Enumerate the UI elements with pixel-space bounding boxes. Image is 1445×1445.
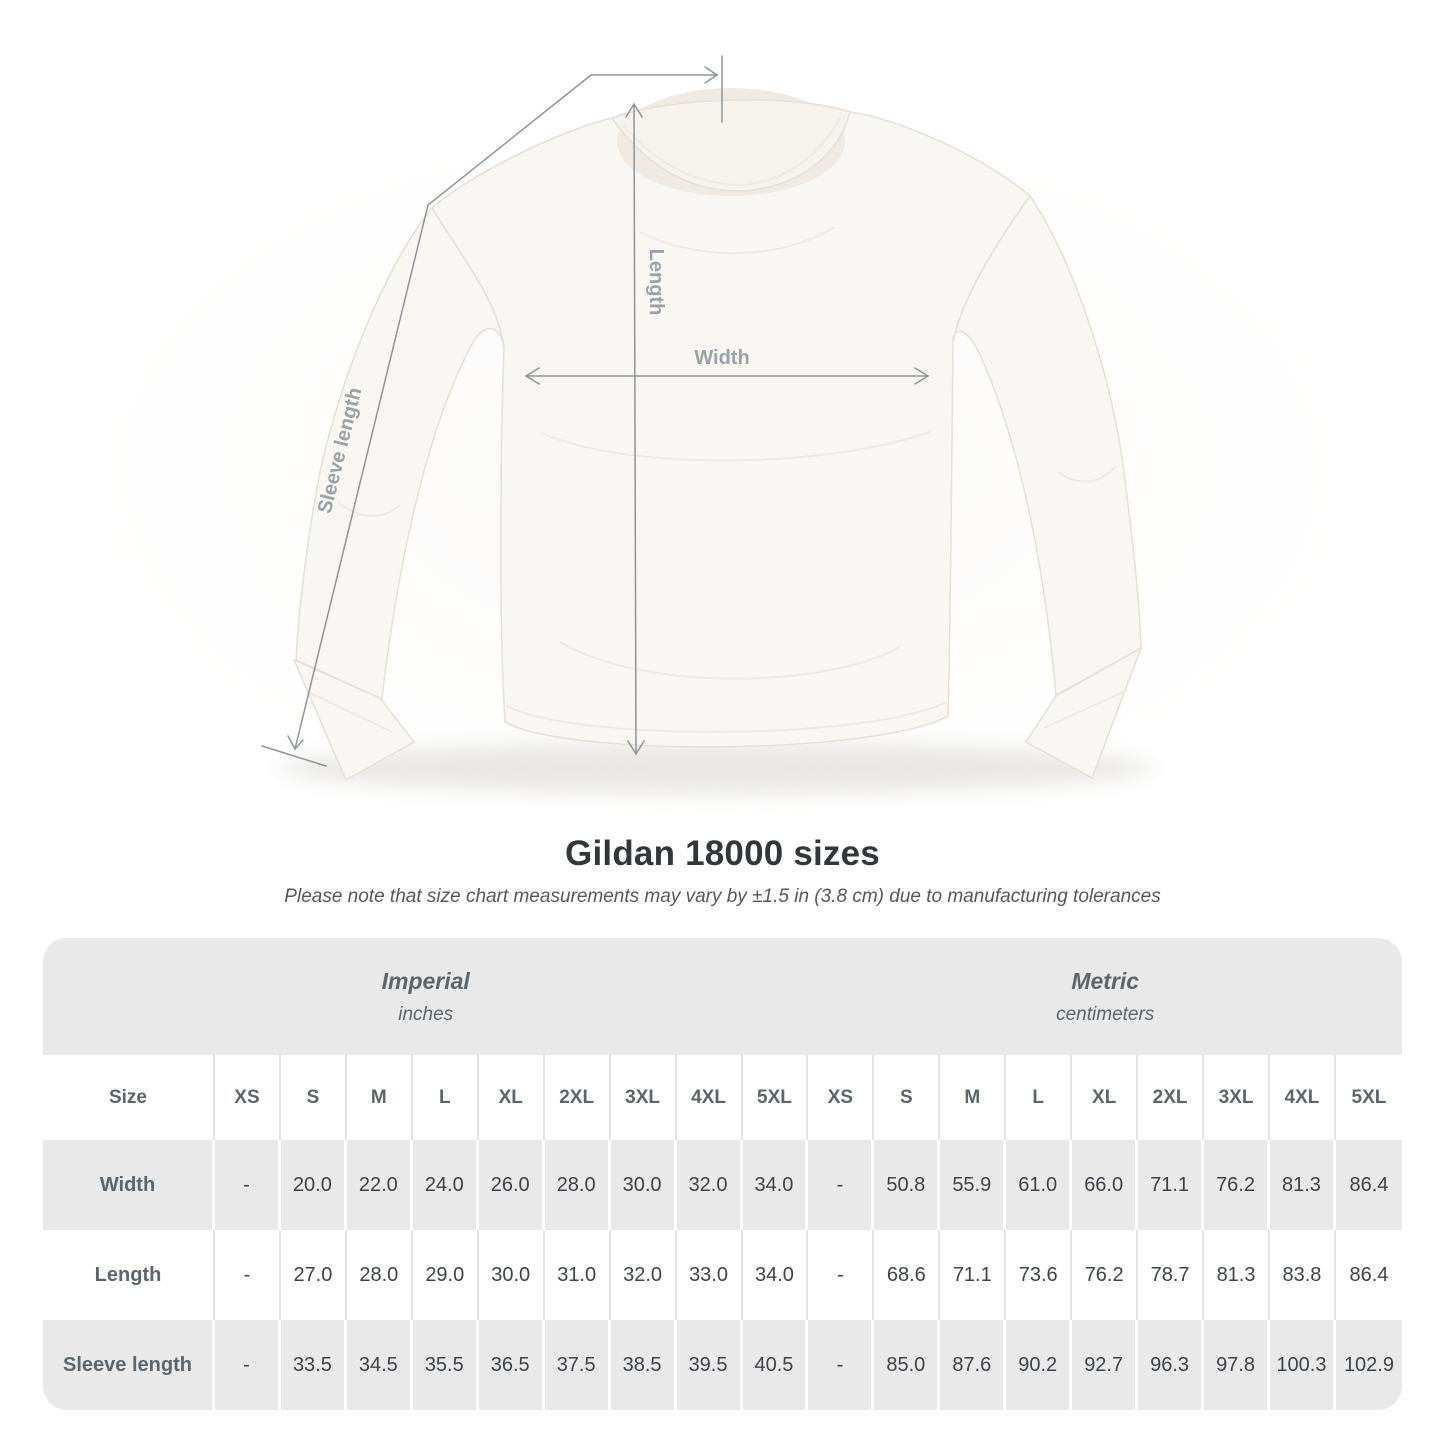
value-cell: 26.0 [479,1140,545,1230]
unit-group-row [43,938,1402,1055]
width-label: Width [694,347,750,369]
length-label: Length [645,248,667,316]
value-cell: 83.8 [1270,1230,1336,1320]
size-header-cell: M [940,1055,1006,1140]
value-cell: 68.6 [874,1230,940,1320]
value-cell: 73.6 [1006,1230,1072,1320]
value-cell: 38.5 [611,1320,677,1410]
size-header-cell: XS [808,1055,874,1140]
table-head [43,938,1402,1140]
value-cell: 30.0 [611,1140,677,1230]
size-header-cell: 4XL [1270,1055,1336,1140]
tolerance-note: Please note that size chart measurements may vary by ±1.5 in (3.8 cm) due to manufacturing tolerances [284,886,1161,907]
value-cell: - [215,1320,281,1410]
value-cell: 35.5 [413,1320,479,1410]
size-header-cell: L [1006,1055,1072,1140]
unit-group-unit: centimeters [1056,1003,1155,1025]
unit-group-unit: inches [398,1003,454,1025]
size-header-cell: S [874,1055,940,1140]
value-cell: 61.0 [1006,1140,1072,1230]
value-cell: - [808,1320,874,1410]
value-cell: 32.0 [677,1140,743,1230]
value-cell: 66.0 [1072,1140,1138,1230]
value-cell: 76.2 [1072,1230,1138,1320]
size-header-cell: 5XL [743,1055,809,1140]
value-cell: 32.0 [611,1230,677,1320]
value-cell: 86.4 [1336,1230,1402,1320]
shirt-body [432,100,1030,747]
measurement-label: Length [43,1230,215,1320]
size-header-cell: 4XL [677,1055,743,1140]
size-header-cell: 5XL [1336,1055,1402,1140]
value-cell: 36.5 [479,1320,545,1410]
value-cell: 34.5 [347,1320,413,1410]
value-cell: 24.0 [413,1140,479,1230]
size-header-cell: 3XL [1204,1055,1270,1140]
value-cell: 20.0 [281,1140,347,1230]
value-cell: 71.1 [940,1230,1006,1320]
value-cell: 39.5 [677,1320,743,1410]
value-cell: 55.9 [940,1140,1006,1230]
unit-group-name: Metric [1071,968,1140,995]
size-header-cell: 3XL [611,1055,677,1140]
value-cell: 33.0 [677,1230,743,1320]
value-cell: - [215,1230,281,1320]
size-header-cell: 2XL [545,1055,611,1140]
value-cell: 40.5 [743,1320,809,1410]
size-header-cell: L [413,1055,479,1140]
table-body [43,1140,1402,1410]
size-header-cell: S [281,1055,347,1140]
value-cell: 34.0 [743,1140,809,1230]
value-cell: 100.3 [1270,1320,1336,1410]
shirt-shadow [278,742,1154,794]
value-cell: 81.3 [1204,1230,1270,1320]
value-cell: 29.0 [413,1230,479,1320]
value-cell: 50.8 [874,1140,940,1230]
unit-group-name: Imperial [381,968,470,995]
size-header-cell: XL [479,1055,545,1140]
size-table [43,938,1402,1410]
value-cell: 86.4 [1336,1140,1402,1230]
sizes-header-row [43,1055,1402,1140]
value-cell: 33.5 [281,1320,347,1410]
value-cell: - [808,1230,874,1320]
measurement-label: Sleeve length [43,1320,215,1410]
table-row [43,1320,1402,1410]
value-cell: 30.0 [479,1230,545,1320]
title-block [0,834,1445,908]
value-cell: - [808,1140,874,1230]
value-cell: 87.6 [940,1320,1006,1410]
table-row [43,1230,1402,1320]
sweatshirt-illustration [294,88,1141,780]
size-column-header: Size [43,1055,215,1140]
value-cell: 85.0 [874,1320,940,1410]
size-header-cell: 2XL [1138,1055,1204,1140]
value-cell: 96.3 [1138,1320,1204,1410]
value-cell: 31.0 [545,1230,611,1320]
size-header-cell: XL [1072,1055,1138,1140]
value-cell: 81.3 [1270,1140,1336,1230]
value-cell: 37.5 [545,1320,611,1410]
value-cell: 28.0 [545,1140,611,1230]
value-cell: 102.9 [1336,1320,1402,1410]
value-cell: 76.2 [1204,1140,1270,1230]
value-cell: 27.0 [281,1230,347,1320]
value-cell: 90.2 [1006,1320,1072,1410]
value-cell: 71.1 [1138,1140,1204,1230]
size-header-cell: XS [215,1055,281,1140]
page-title: Gildan 18000 sizes [565,834,880,873]
table-row [43,1140,1402,1230]
size-header-cell: M [347,1055,413,1140]
size-table-wrap [43,938,1402,1410]
value-cell: 97.8 [1204,1320,1270,1410]
value-cell: 78.7 [1138,1230,1204,1320]
unit-group-header-metric [808,938,1402,1055]
shirt-right-sleeve [953,196,1141,695]
value-cell: - [215,1140,281,1230]
measurement-label: Width [43,1140,215,1230]
sleeve-length-label: Sleeve length [313,385,367,516]
value-cell: 22.0 [347,1140,413,1230]
value-cell: 34.0 [743,1230,809,1320]
unit-group-header-imperial [43,938,808,1055]
value-cell: 92.7 [1072,1320,1138,1410]
value-cell: 28.0 [347,1230,413,1320]
